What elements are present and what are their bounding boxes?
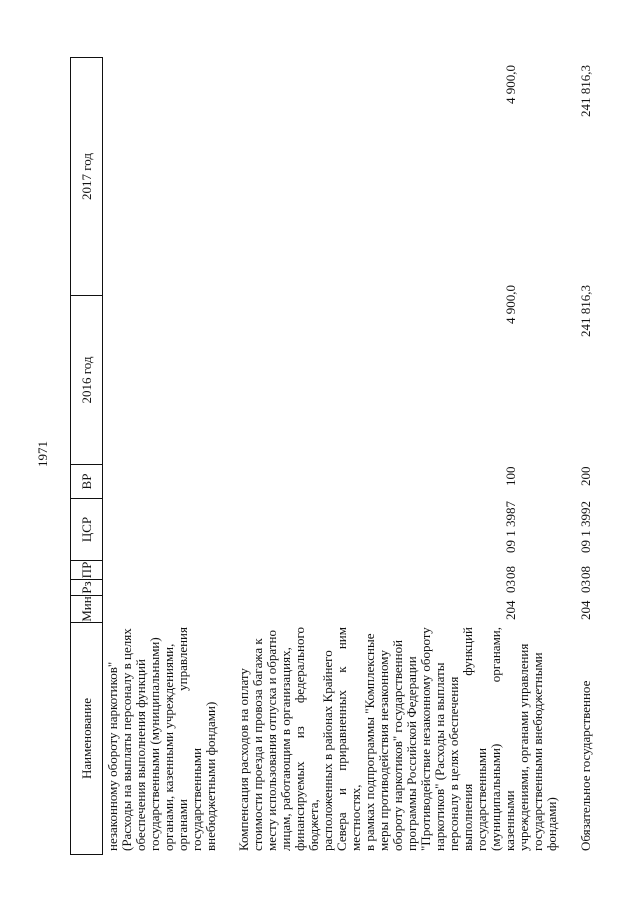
row-2-name-line: учреждениями, органами управления <box>516 643 531 851</box>
row-1-name-line: незаконному обороту наркотиков" <box>105 661 120 851</box>
row-3-csr: 09 1 3992 <box>578 501 593 553</box>
header-min: Мин <box>71 595 102 622</box>
row-1-name-line: органами управления государственными <box>175 627 204 851</box>
row-2-name <box>237 627 559 851</box>
row-2-name-line: меры противодействия незаконному <box>376 649 391 851</box>
row-2-name-line: Севера и приравненных к ним местностях, <box>334 627 363 851</box>
row-2-pr: 08 <box>503 566 518 579</box>
row-2-name-line: в рамках подпрограммы "Комплексные <box>362 633 377 851</box>
row-1-name-line: (Расходы на выплаты персоналу в целях <box>119 628 134 851</box>
row-3-pr: 08 <box>578 566 593 579</box>
row-1-name-line: государственными (муниципальными) <box>147 637 162 851</box>
row-3-2017: 241 816,3 <box>578 65 593 117</box>
row-2-name-line: лицам, работающим в организациях, <box>278 647 293 851</box>
row-2-name-line: (муниципальными) органами, казенными <box>488 627 517 851</box>
row-2-rz: 03 <box>503 580 518 593</box>
row-2-vr: 100 <box>503 466 518 486</box>
header-2017: 2017 год <box>78 153 94 200</box>
row-1-name <box>106 627 218 851</box>
header-vr: ВР <box>71 464 102 498</box>
row-2-2017: 4 900,0 <box>503 65 518 104</box>
row-2-name-line: персоналу в целях обеспечения <box>446 676 461 851</box>
row-1-name-line: внебюджетными фондами) <box>203 701 218 851</box>
row-3-name: Обязательное государственное <box>578 680 593 851</box>
row-2-name-line: расположенных в районах Крайнего <box>320 650 335 851</box>
row-3-2016: 241 816,3 <box>578 285 593 337</box>
table-header <box>70 57 103 855</box>
row-2-name-line: государственными внебюджетными <box>530 652 545 851</box>
row-3-rz: 03 <box>578 580 593 593</box>
header-csr: ЦСР <box>71 498 102 560</box>
row-2-name-line: месту использования отпуска и обратно <box>264 630 279 851</box>
row-2-name-line: "Противодействие незаконному обороту <box>418 627 433 851</box>
row-2-name-line: программы Российской Федерации <box>404 656 419 851</box>
row-2-name-line: обороту наркотиков" государственной <box>390 639 405 851</box>
row-1-name-line: обеспечения выполнения функций <box>133 659 148 851</box>
row-2-name-line: Компенсация расходов на оплату <box>236 668 251 851</box>
row-3-vr: 200 <box>578 466 593 486</box>
rotated-budget-table <box>70 55 600 855</box>
header-rz: Рз <box>71 579 102 595</box>
row-2-name-line: фондами) <box>544 797 559 851</box>
row-2-name-line: наркотиков" (Расходы на выплаты <box>432 662 447 851</box>
header-name: Наименование <box>71 622 102 854</box>
row-2-name-line: финансируемых из федерального бюджета, <box>292 627 321 851</box>
row-2-2016: 4 900,0 <box>503 285 518 324</box>
header-2016: 2016 год <box>71 295 102 464</box>
page-number: 1971 <box>35 441 50 467</box>
row-2-csr: 09 1 3987 <box>503 501 518 553</box>
row-2-name-line: стоимости проезда и провоза багажа к <box>250 638 265 851</box>
row-2-min: 204 <box>503 600 518 620</box>
row-1-name-line: органами, казенными учреждениями, <box>161 643 176 851</box>
row-3-min: 204 <box>578 600 593 620</box>
header-pr: ПР <box>71 560 102 579</box>
row-2-name-line: выполнения функций государственными <box>460 627 489 851</box>
